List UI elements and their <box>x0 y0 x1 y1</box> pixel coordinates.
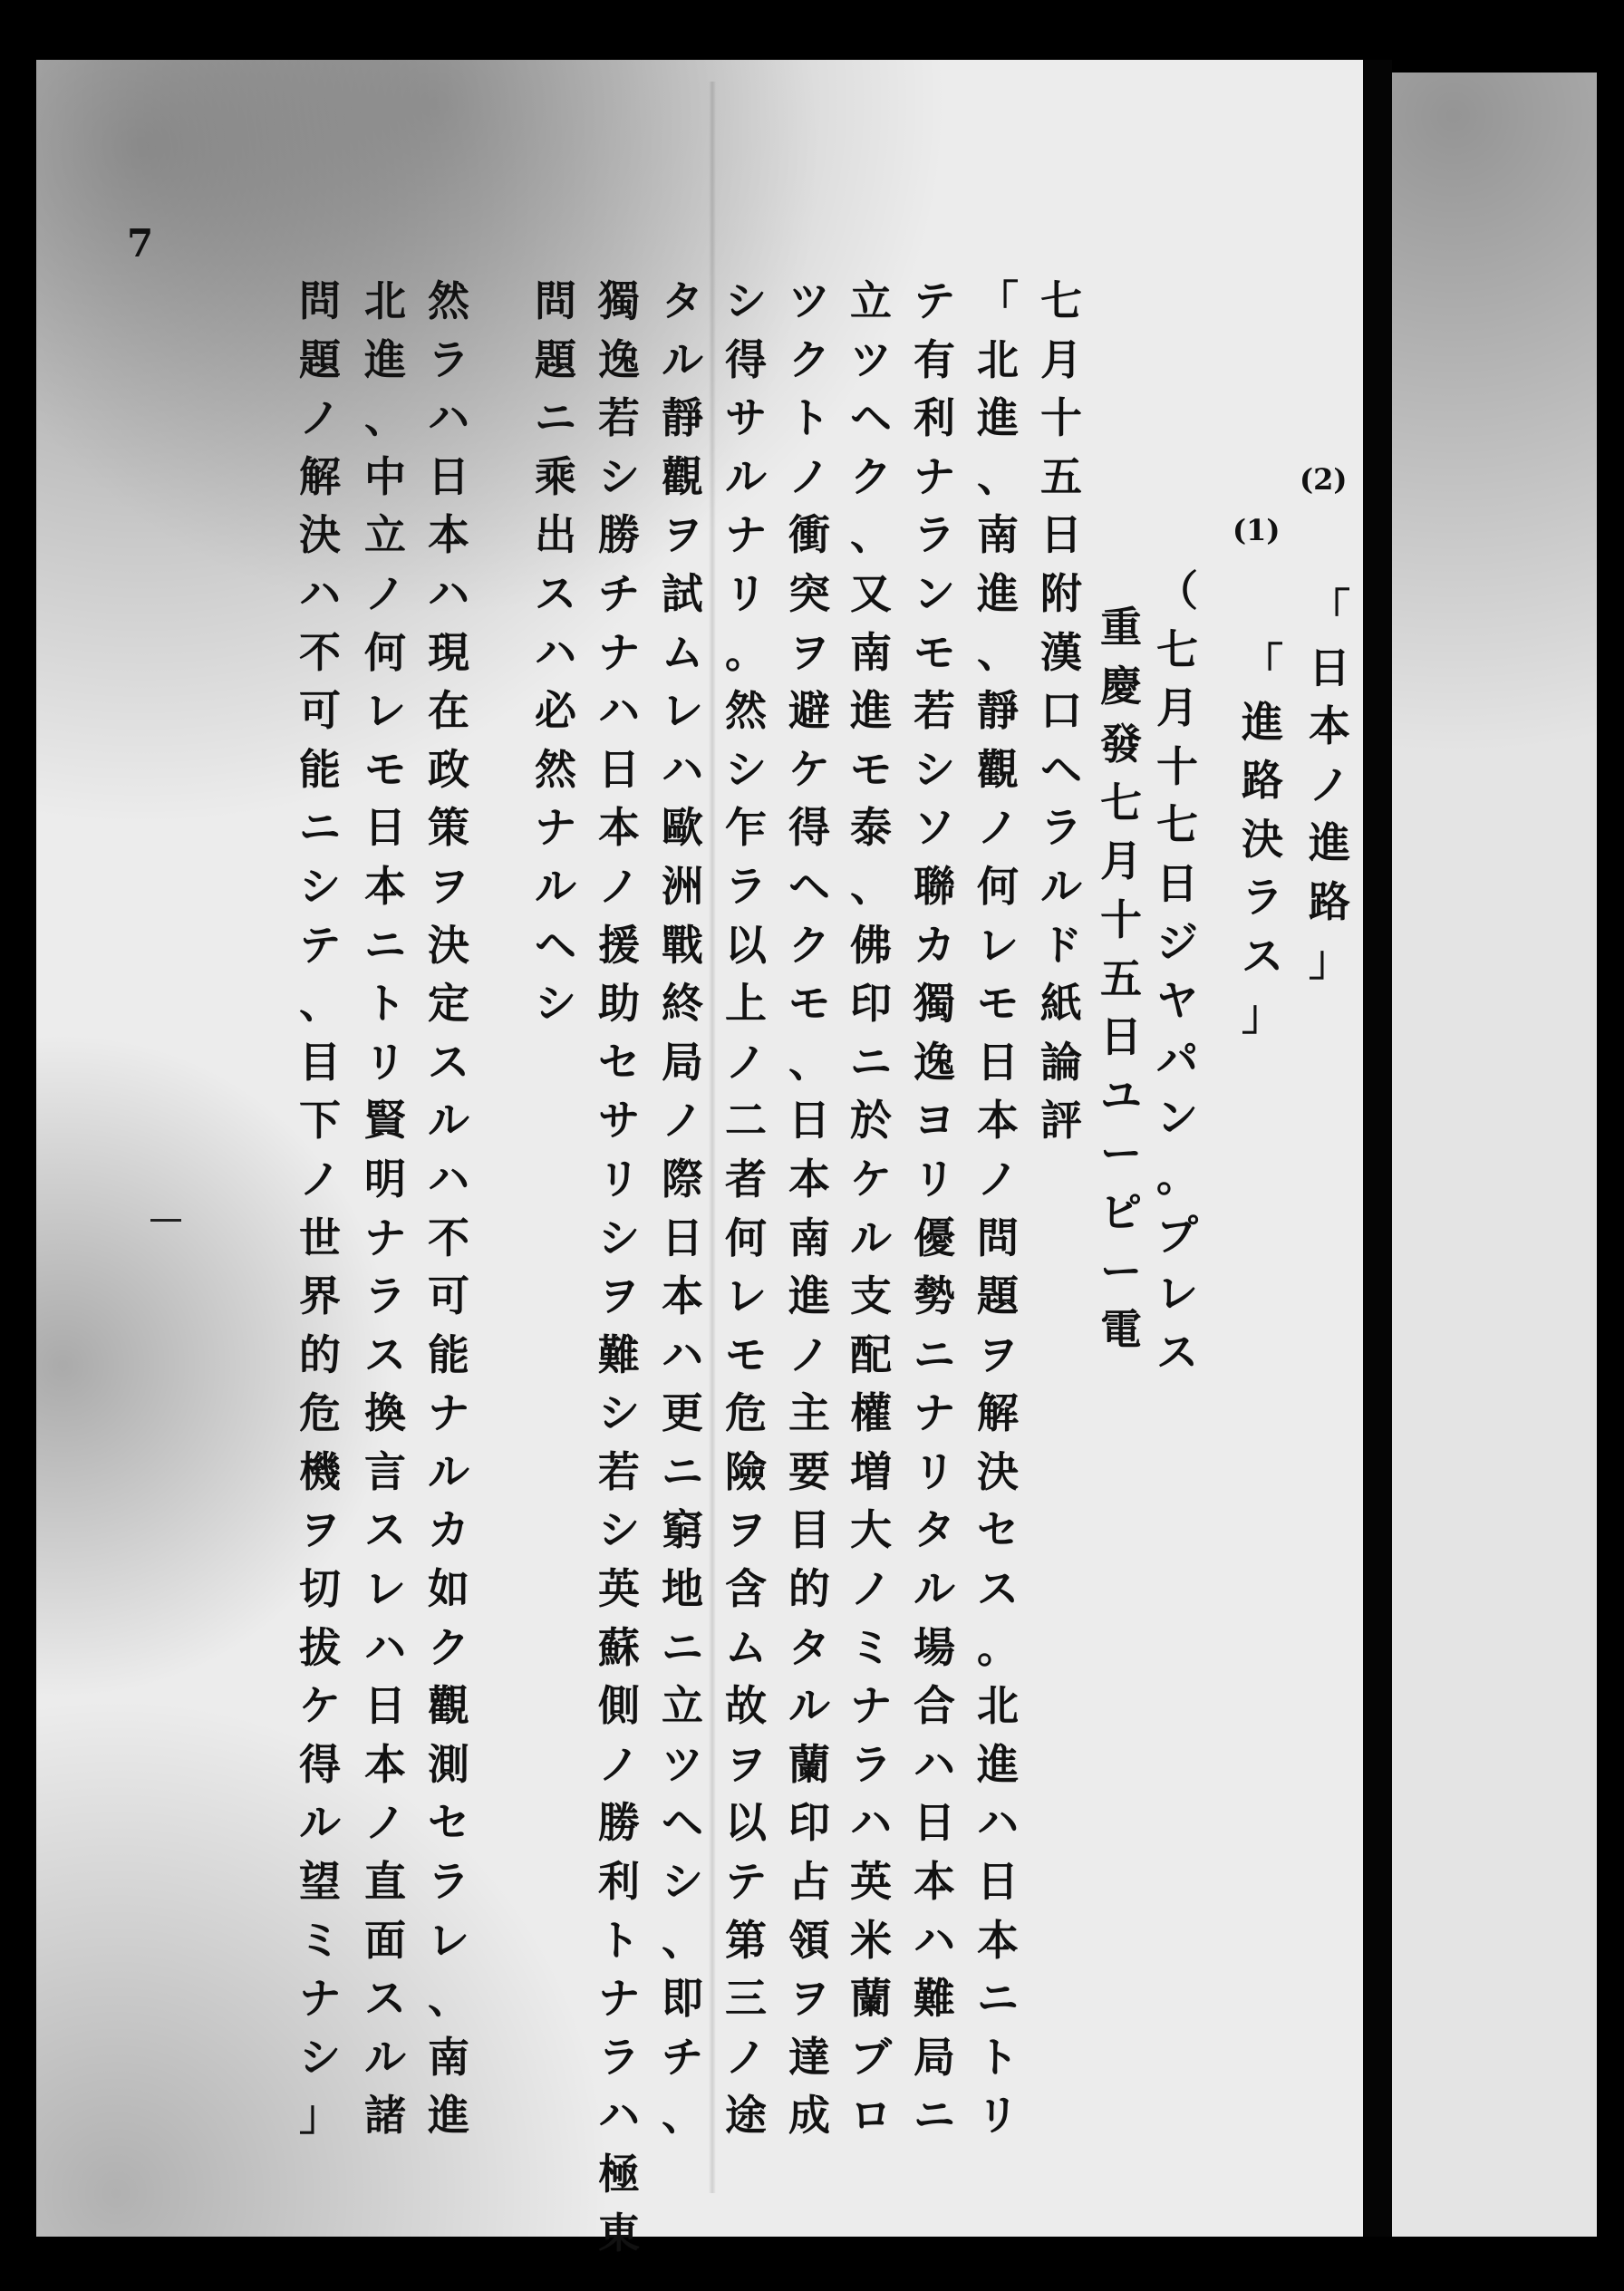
section-number-2: (2) <box>1300 462 1348 497</box>
text-column-14: 然 ラ ハ 日 本 ハ 現 在 政 策 ヲ 決 定 ス ル ハ 不 可 能 ナ ル カ 如 ク 觀 測 セ ラ レ 、 南 進 <box>428 276 469 2141</box>
text-column-16: 問 題 ノ 解 決 ハ 不 可 能 ニ シ テ 、 目 下 ノ 世 界 的 危 機 ヲ 切 拔 ケ 得 ル 望 ミ ナ シ 」 <box>299 276 341 2141</box>
text-column-3: （ 七 月 十 七 日 ジ ヤ パ ン 。 プ レ ス <box>1156 566 1198 1377</box>
text-column-2: 「 進 路 決 ラ ス 」 <box>1242 639 1283 1039</box>
section-number-1: (1) <box>1232 513 1281 547</box>
adjacent-page-edge <box>1392 72 1597 2237</box>
text-column-12: 獨 逸 若 シ 勝 チ ナ ハ 日 本 ノ 援 助 セ サ リ シ ヲ 難 シ 若 シ 英 蘇 側 ノ 勝 利 ト ナ ラ ハ 極 東 <box>598 276 640 2257</box>
text-column-9: ツ ク ト ノ 衝 突 ヲ 避 ケ 得 ヘ ク モ 、 日 本 南 進 ノ 主 要 目 的 タ ル 蘭 印 占 領 ヲ 達 成 <box>788 276 830 2141</box>
text-column-11: タ ル 靜 觀 ヲ 試 ム レ ハ 歐 洲 戰 終 局 ノ 際 日 本 ハ 更 ニ 窮 地 ニ 立 ツ ヘ シ 、 即 チ 、 <box>662 276 703 2141</box>
text-column-4: 重 慶 發 七 月 十 五 日 ユ ー ピ ー 電 <box>1100 603 1142 1355</box>
page-number: 7 <box>127 221 154 266</box>
page-gutter <box>1363 60 1392 2237</box>
text-column-7: テ 有 利 ナ ラ ン モ 若 シ ソ 聯 カ 獨 逸 ヨ リ 優 勢 ニ ナ リ タ ル 場 合 ハ 日 本 ハ 難 局 ニ <box>914 276 955 2141</box>
text-column-15: 北 進 、 中 立 ノ 何 レ モ 日 本 ニ ト リ 賢 明 ナ ラ ス 換 言 ス レ ハ 日 本 ノ 直 面 ス ル 諸 <box>364 276 406 2141</box>
text-column-5: 七 月 十 五 日 附 漢 口 ヘ ラ ル ド 紙 論 評 <box>1040 276 1082 1146</box>
margin-dash <box>150 1219 181 1222</box>
text-column-13: 問 題 ニ 乘 出 ス ハ 必 然 ナ ル ヘ シ <box>535 276 576 1029</box>
text-column-10: シ 得 サ ル ナ リ 。 然 シ 乍 ラ 以 上 ノ 二 者 何 レ モ 危 險 ヲ 含 ム 故 ヲ 以 テ 第 三 ノ 途 <box>725 276 767 2141</box>
text-column-1: 「 日 本 ノ 進 路 」 <box>1309 585 1350 985</box>
text-column-6: 「 北 進 、 南 進 、 靜 觀 ノ 何 レ モ 日 本 ノ 問 題 ヲ 解 決 セ ス 。 北 進 ハ 日 本 ニ ト リ <box>977 276 1019 2141</box>
text-column-8: 立 ツ ヘ ク 、 又 南 進 モ 泰 、 佛 印 ニ 於 ケ ル 支 配 權 増 大 ノ ミ ナ ラ ハ 英 米 蘭 ブ ロ <box>850 276 892 2141</box>
